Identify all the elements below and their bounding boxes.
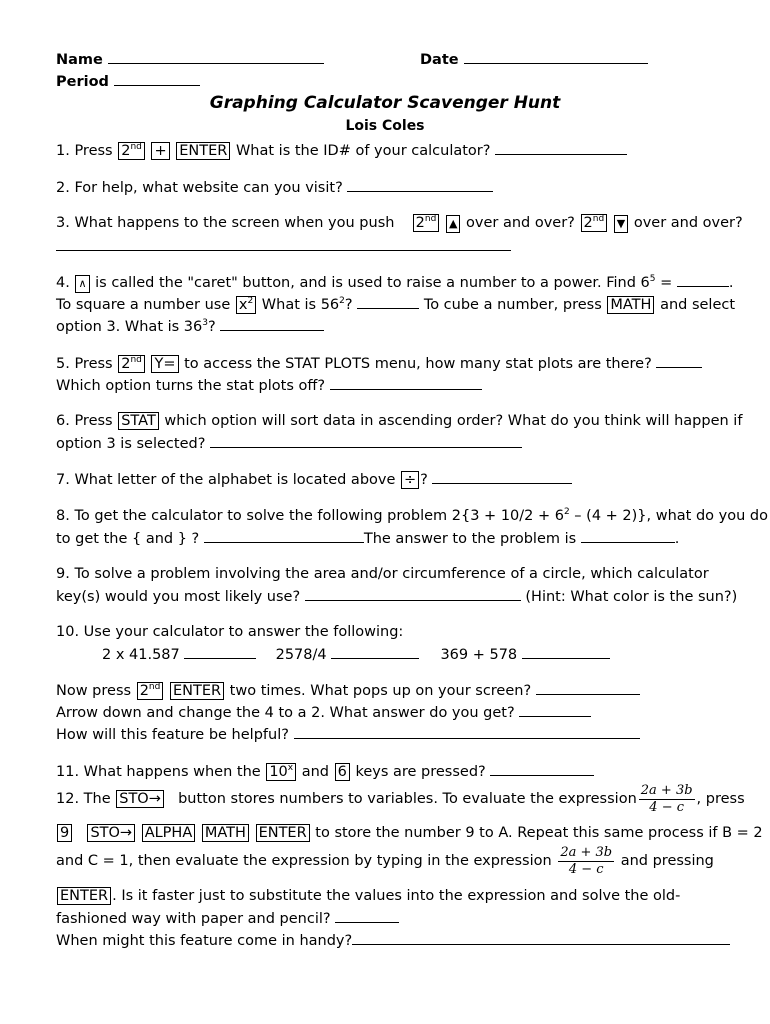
q4-number: 4.	[56, 275, 70, 291]
period-label: Period	[56, 74, 109, 90]
q12-line-2	[56, 824, 763, 842]
answer-blank[interactable]	[204, 529, 364, 543]
q12-store-text: to store the number 9 to A. Repeat this same process if B = 2	[315, 825, 763, 841]
divide-key: ÷	[401, 471, 419, 489]
answer-blank[interactable]	[305, 587, 521, 601]
ten-to-x-key: 10$^x$	[266, 763, 296, 781]
answer-blank[interactable]	[519, 703, 591, 717]
q4-cube-text: To cube a number, press	[423, 297, 602, 313]
q12-line-4	[56, 887, 680, 905]
q5-question-2: Which option turns the stat plots off?	[56, 378, 326, 394]
q12-line-6	[56, 931, 730, 950]
key-2nd: 2nd	[118, 142, 145, 160]
q9-hint: (Hint: What color is the sun?)	[525, 589, 738, 605]
q4-56-text: What is 56	[261, 297, 340, 313]
q8-line-2	[56, 529, 679, 548]
question-7	[56, 470, 572, 489]
math-key: MATH	[202, 824, 249, 842]
q8-answer-text: The answer to the problem is	[363, 531, 577, 547]
key-enter: ENTER	[57, 887, 111, 905]
question-5	[56, 354, 702, 373]
q2-text: 2. For help, what website can you visit?	[56, 180, 343, 196]
answer-blank[interactable]	[220, 317, 324, 331]
q9-text: 9. To solve a problem involving the area and/or circumference of a circle, which calculator	[56, 566, 709, 582]
q12-evaluate-text: button stores numbers to variables. To evaluate the expression	[178, 791, 637, 807]
author: Lois Coles	[345, 118, 425, 134]
q12-line-3	[56, 844, 714, 878]
answer-blank[interactable]	[330, 376, 482, 390]
math-key: MATH	[607, 296, 654, 314]
key-enter: ENTER	[170, 682, 224, 700]
name-label: Name	[56, 52, 103, 68]
q7-question-mark: ?	[420, 472, 428, 488]
q5-text: 5. Press	[56, 356, 113, 372]
q6-question: which option will sort data in ascending order? What do you think will happen if	[164, 413, 743, 429]
q4-question-mark: ?	[344, 297, 353, 313]
fraction-numerator: 2a + 3b	[640, 782, 693, 798]
q5-question: to access the STAT PLOTS menu, how many stat plots are there?	[184, 356, 652, 372]
q4-question-mark: ?	[208, 319, 216, 335]
name-line	[56, 50, 324, 69]
q6-text: 6. Press	[56, 413, 113, 429]
caret-key: ∧	[75, 275, 89, 293]
question-8: 8. To get the calculator to solve the following problem $2\{3 + 10/2 + 6^2 - (4 + 2)\}$, what do you do	[56, 507, 768, 524]
q4-period: .	[728, 275, 734, 291]
key-2nd: 2nd	[118, 355, 145, 373]
answer-blank[interactable]	[522, 645, 610, 659]
q12-evaluate-typing: and C = 1, then evaluate the expression by typing in the expression	[56, 853, 552, 869]
down-arrow-key: ▼	[614, 215, 628, 233]
sto-key: STO→	[116, 790, 164, 808]
x-squared-key: $x^2$	[236, 296, 256, 314]
q10-now-press-text: Now press	[56, 683, 132, 699]
fraction-expression	[639, 783, 695, 816]
key-2nd: 2nd	[581, 214, 608, 232]
key-2nd: 2nd	[413, 214, 440, 232]
q4-line-2: To square a number use $x^2$ What is $56^2$? To cube a number, press MATH and select	[56, 296, 736, 313]
q10-helpful-text: How will this feature be helpful?	[56, 727, 289, 743]
question-3	[56, 214, 743, 233]
answer-blank[interactable]	[347, 178, 493, 192]
question-12	[56, 782, 745, 816]
key-2nd: 2nd	[137, 682, 164, 700]
q11-question: keys are pressed?	[355, 764, 486, 780]
q1-text: 1. Press	[56, 143, 113, 159]
q10-expression-2: 2578/4	[275, 647, 327, 663]
q6-question-2: option 3 is selected?	[56, 436, 206, 452]
q12-press-text: , press	[696, 791, 745, 807]
q3-mid: over and over?	[466, 215, 575, 231]
name-blank[interactable]	[108, 50, 324, 64]
period-line	[56, 72, 200, 91]
key-6: 6	[335, 763, 350, 781]
q11-text: 11. What happens when the	[56, 764, 261, 780]
q4-square-text: To square a number use	[56, 297, 231, 313]
q12-paper-text: fashioned way with paper and pencil?	[56, 911, 331, 927]
q10-arrow-down-text: Arrow down and change the 4 to a 2. What answer do you get?	[56, 705, 515, 721]
answer-blank[interactable]	[677, 273, 729, 287]
q8-braces-question: to get the { and } ?	[56, 531, 200, 547]
answer-blank[interactable]	[490, 762, 594, 776]
answer-blank[interactable]	[495, 141, 627, 155]
q6-line-2	[56, 434, 522, 453]
q10-expression-3: 369 + 578	[440, 647, 518, 663]
fraction-denominator: 4 − c	[568, 861, 604, 877]
fraction-numerator: 2a + 3b	[560, 844, 613, 860]
q10-helpful	[56, 725, 640, 744]
q9-line-2	[56, 587, 737, 606]
period-blank[interactable]	[114, 72, 200, 86]
date-line	[420, 50, 648, 69]
answer-blank[interactable]	[536, 681, 640, 695]
q1-question: What is the ID# of your calculator?	[235, 143, 491, 159]
q10-expression-1: 2 x 41.587	[102, 647, 180, 663]
question-1	[56, 141, 627, 160]
fraction-denominator: 4 − c	[649, 799, 685, 815]
answer-blank[interactable]	[581, 529, 675, 543]
q8-text: 8. To get the calculator to solve the following problem 2{3 + 10/2 + 6	[56, 508, 564, 524]
q9-question: key(s) would you most likely use?	[56, 589, 301, 605]
q10-now-press	[56, 681, 640, 700]
q11-and: and	[301, 764, 329, 780]
date-label: Date	[420, 52, 459, 68]
date-blank[interactable]	[464, 50, 648, 64]
q4-select-text: and select	[660, 297, 736, 313]
answer-blank[interactable]	[294, 725, 640, 739]
q12-line-5	[56, 909, 399, 928]
question-2	[56, 178, 493, 197]
page-title: Graphing Calculator Scavenger Hunt	[209, 93, 561, 113]
q3-post: over and over?	[633, 215, 743, 231]
answer-blank[interactable]	[56, 237, 511, 251]
q4-36-text: option 3. What is 36	[56, 319, 203, 335]
sto-key: STO→	[87, 824, 135, 842]
answer-blank[interactable]	[352, 931, 730, 945]
answer-blank[interactable]	[335, 909, 399, 923]
answer-blank[interactable]	[184, 645, 256, 659]
key-enter: ENTER	[176, 142, 230, 160]
q4-equals: =	[655, 275, 677, 291]
up-arrow-key: ▲	[446, 215, 460, 233]
question-4: 4. ∧ is called the "caret" button, and is used to raise a number to a power. Find $6^5$ = .	[56, 274, 734, 291]
answer-blank[interactable]	[432, 470, 572, 484]
q3-text: 3. What happens to the screen when you push	[56, 215, 395, 231]
q8-period: .	[674, 531, 680, 547]
answer-blank[interactable]	[656, 354, 702, 368]
key-9: 9	[57, 824, 72, 842]
q12-text: 12. The	[56, 791, 111, 807]
answer-blank[interactable]	[210, 434, 522, 448]
q10-text: 10. Use your calculator to answer the following:	[56, 624, 404, 640]
question-6	[56, 412, 742, 430]
q12-pressing-text: and pressing	[620, 853, 714, 869]
fraction-expression	[558, 845, 614, 878]
y-equals-key: Y=	[151, 355, 178, 373]
q12-faster-text: . Is it faster just to substitute the values into the expression and solve the old-	[112, 888, 681, 904]
key-plus: +	[151, 142, 169, 160]
key-enter: ENTER	[256, 824, 310, 842]
q10-popup-question: two times. What pops up on your screen?	[229, 683, 532, 699]
q7-text: 7. What letter of the alphabet is located above	[56, 472, 396, 488]
q10-arrow-down	[56, 703, 591, 722]
alpha-key: ALPHA	[142, 824, 196, 842]
answer-blank[interactable]	[357, 295, 419, 309]
q12-handy-text: When might this feature come in handy?	[56, 933, 353, 949]
q5-line-2	[56, 376, 482, 395]
q4-line-3: option 3. What is $36^3$?	[56, 317, 324, 336]
question-10	[56, 623, 403, 641]
q3-answer-line	[56, 237, 511, 256]
question-11	[56, 762, 594, 781]
question-9	[56, 565, 709, 583]
answer-blank[interactable]	[331, 645, 419, 659]
q10-expressions	[102, 645, 610, 664]
stat-key: STAT	[118, 412, 159, 430]
q4-text: is called the "caret" button, and is used to raise a number to a power. Find 6	[95, 275, 650, 291]
q8-text-end: – (4 + 2)}, what do you do	[569, 508, 768, 524]
